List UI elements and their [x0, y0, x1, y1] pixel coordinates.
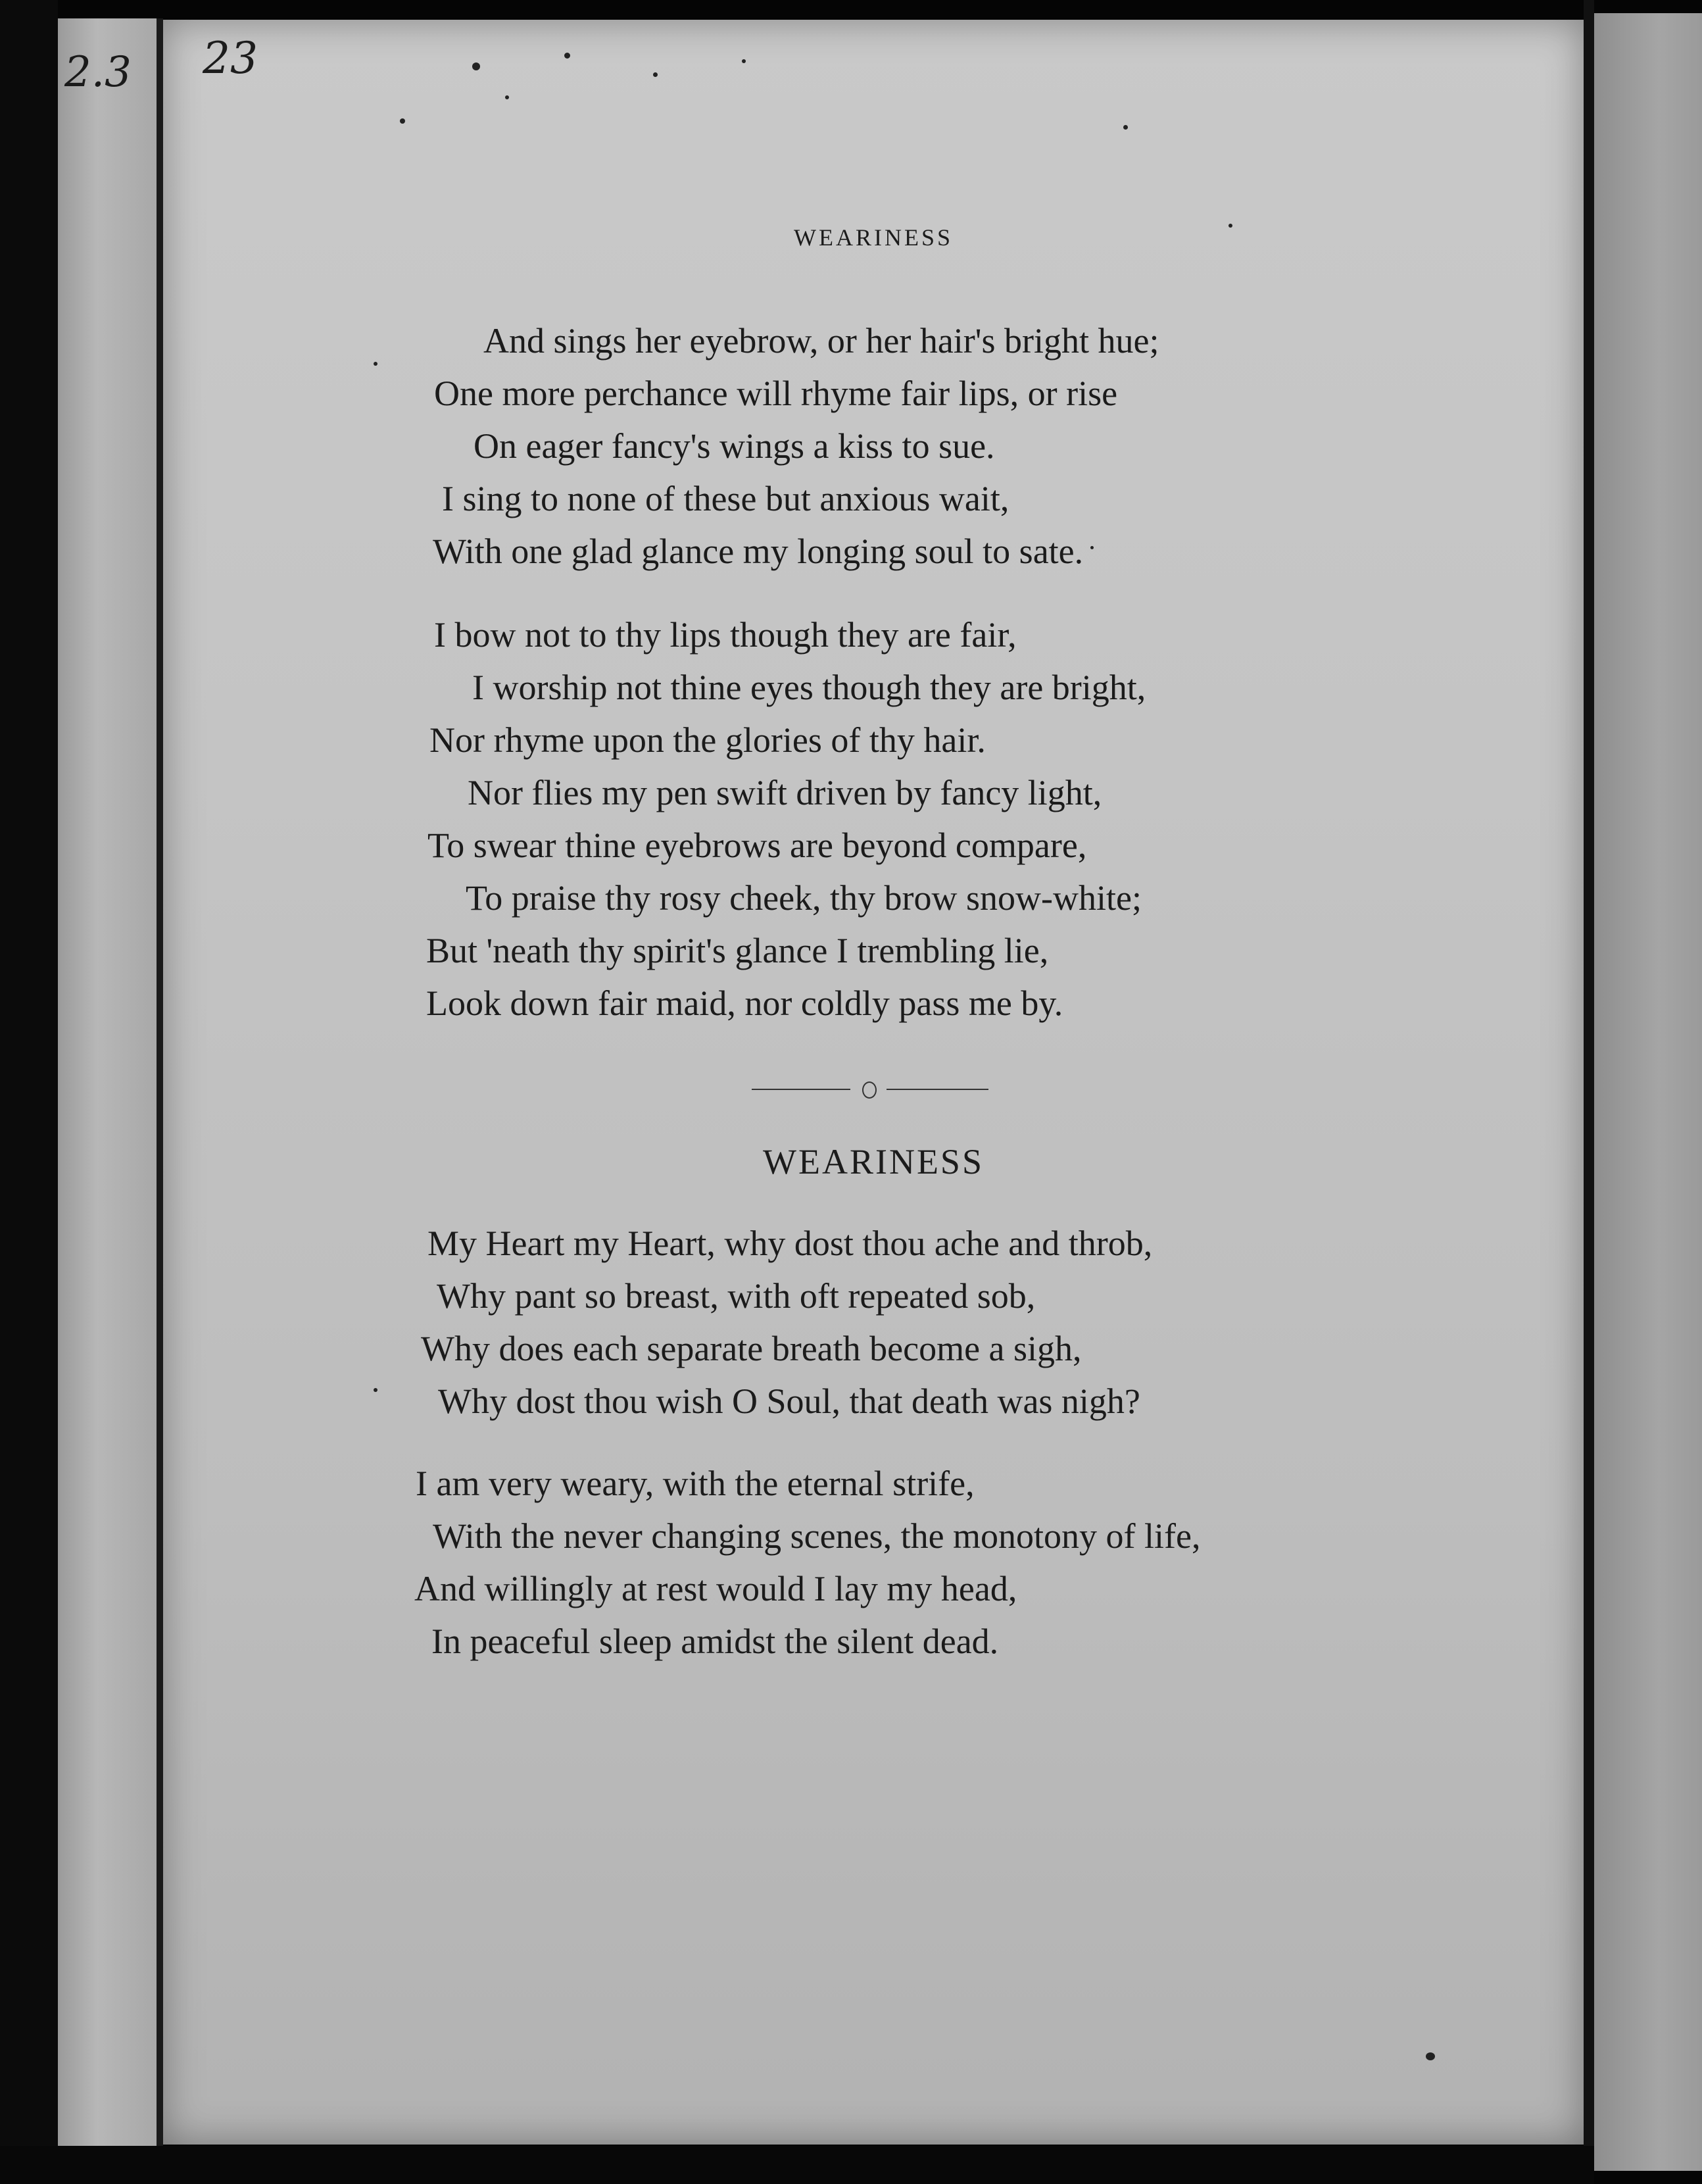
poem-line: To swear thine eyebrows are beyond compare,	[427, 826, 1087, 865]
poem-line: And sings her eyebrow, or her hair's bright hue;	[483, 321, 1159, 360]
left-margin-strip	[58, 18, 163, 2163]
poem-line: Look down fair maid, nor coldly pass me by.	[426, 983, 1063, 1023]
running-head: WEARINESS	[794, 224, 953, 251]
poem-line: I bow not to thy lips though they are fair,	[434, 615, 1017, 655]
left-scan-border	[0, 0, 58, 2184]
poem-line: On eager fancy's wings a kiss to sue.	[474, 426, 995, 466]
adjacent-page-edge	[1594, 13, 1702, 2171]
poem-line: To praise thy rosy cheek, thy brow snow-white;	[466, 878, 1142, 918]
bottom-scan-border	[0, 2146, 1594, 2184]
poem-line: With one glad glance my longing soul to sate.	[433, 532, 1084, 571]
scan-speck	[564, 53, 570, 59]
poem-line: My Heart my Heart, why dost thou ache and throb,	[427, 1224, 1153, 1263]
page-number: 23	[203, 33, 258, 84]
scan-speck	[1123, 125, 1128, 130]
poem-line: And willingly at rest would I lay my head,	[414, 1569, 1017, 1608]
scan-speck	[374, 1388, 377, 1392]
poem-line: Why dost thou wish O Soul, that death was nigh?	[438, 1381, 1140, 1421]
poem-line: Why pant so breast, with oft repeated sob,	[437, 1276, 1036, 1316]
poem-title: WEARINESS	[763, 1142, 984, 1181]
section-divider	[752, 1076, 988, 1102]
poem-line: I worship not thine eyes though they are bright,	[472, 668, 1146, 707]
margin-pencil-number: 2.3	[64, 48, 132, 97]
gutter-shadow	[1584, 0, 1594, 2184]
poem-line: But 'neath thy spirit's glance I trembling lie,	[426, 931, 1049, 970]
poem-line: In peaceful sleep amidst the silent dead.	[431, 1622, 999, 1661]
scan-speck	[505, 95, 509, 99]
scan-speck	[400, 118, 405, 124]
poem-line: One more perchance will rhyme fair lips, or rise	[434, 374, 1118, 413]
poem-line: I am very weary, with the eternal strife,	[416, 1464, 975, 1503]
scan-speck	[742, 59, 746, 63]
scan-speck	[1228, 224, 1232, 228]
scan-speck	[1090, 546, 1094, 549]
poem-line: I sing to none of these but anxious wait,	[442, 479, 1009, 518]
poem-line: With the never changing scenes, the monotony of life,	[433, 1516, 1201, 1556]
poem-line: Nor flies my pen swift driven by fancy light,	[468, 773, 1102, 812]
book-page	[163, 20, 1584, 2145]
poem-line: Why does each separate breath become a sigh,	[421, 1329, 1082, 1368]
scan-speck	[472, 62, 480, 70]
poem-line: Nor rhyme upon the glories of thy hair.	[429, 720, 986, 760]
scan-speck	[374, 362, 377, 366]
scan-speck	[653, 72, 658, 77]
scan-speck	[1426, 2052, 1435, 2060]
